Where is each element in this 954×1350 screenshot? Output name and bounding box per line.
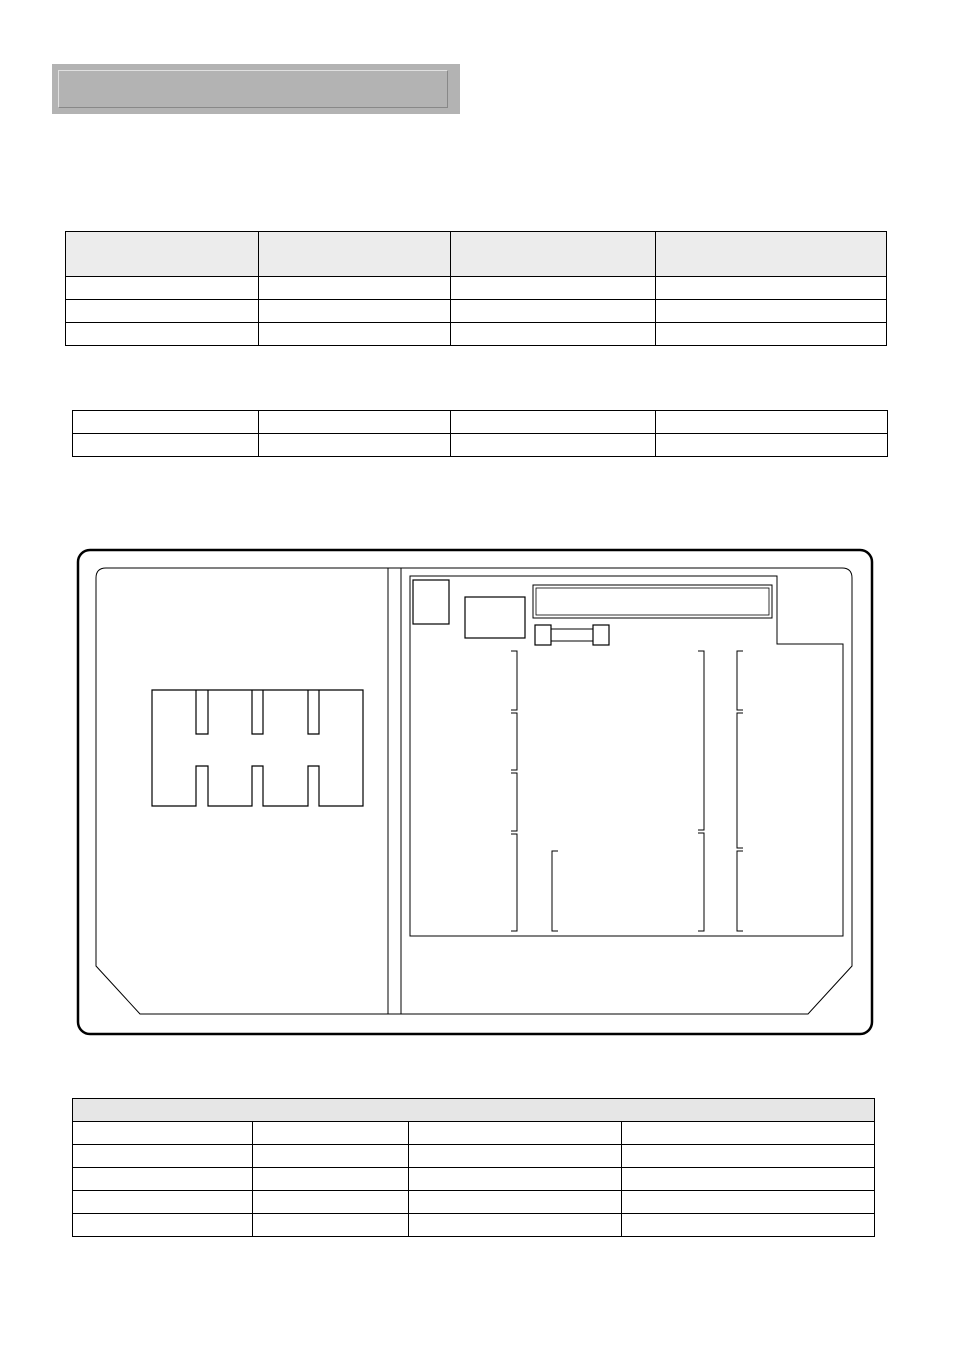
table-cell — [253, 1145, 409, 1168]
bracket — [737, 651, 743, 931]
table-cell — [409, 1168, 622, 1191]
top-table — [65, 231, 887, 346]
table-cell — [66, 277, 259, 300]
top-table-header-cell — [259, 232, 451, 277]
table-cell — [622, 1145, 875, 1168]
table-cell — [73, 1214, 253, 1237]
group-brackets — [511, 651, 743, 931]
table-cell — [253, 1122, 409, 1145]
board-component — [413, 580, 449, 624]
mid-table — [72, 410, 888, 457]
table-cell — [622, 1191, 875, 1214]
table-cell — [73, 434, 259, 457]
table-cell — [622, 1214, 875, 1237]
table-row — [73, 411, 888, 434]
screw-terminal-block — [152, 690, 363, 806]
table-cell — [451, 300, 656, 323]
table-cell — [259, 411, 451, 434]
fuse-cap — [535, 625, 551, 645]
label-strip — [533, 585, 772, 618]
bottom-table-title — [73, 1099, 875, 1122]
top-table-header-cell — [656, 232, 887, 277]
table-row — [73, 1168, 875, 1191]
top-table-header-row — [66, 232, 887, 277]
screw-terminal-notches — [196, 690, 319, 734]
table-cell — [73, 1168, 253, 1191]
fuse-cap — [593, 625, 609, 645]
table-cell — [73, 411, 259, 434]
terminal-board-diagram — [76, 548, 876, 1038]
table-cell — [409, 1122, 622, 1145]
table-cell — [253, 1168, 409, 1191]
table-cell — [451, 411, 656, 434]
table-cell — [259, 323, 451, 346]
table-cell — [259, 277, 451, 300]
table-cell — [253, 1214, 409, 1237]
table-cell — [451, 323, 656, 346]
board-component — [465, 597, 525, 638]
table-row — [73, 434, 888, 457]
table-row — [66, 277, 887, 300]
table-cell — [451, 434, 656, 457]
table-cell — [622, 1122, 875, 1145]
table-cell — [656, 300, 887, 323]
table-cell — [622, 1168, 875, 1191]
table-row — [73, 1214, 875, 1237]
table-row — [73, 1145, 875, 1168]
bracket — [552, 851, 558, 931]
table-cell — [409, 1214, 622, 1237]
table-row — [66, 323, 887, 346]
table-cell — [73, 1122, 253, 1145]
table-cell — [409, 1145, 622, 1168]
table-cell — [66, 323, 259, 346]
housing-outline — [78, 550, 872, 1034]
circuit-board-outline — [410, 576, 843, 936]
table-row — [66, 300, 887, 323]
top-table-header-cell — [66, 232, 259, 277]
table-cell — [409, 1191, 622, 1214]
bracket — [698, 651, 704, 931]
table-cell — [259, 300, 451, 323]
label-strip-inner — [536, 588, 769, 615]
section-header-bar — [52, 64, 460, 114]
bottom-table-title-row — [73, 1099, 875, 1122]
table-row — [73, 1191, 875, 1214]
table-cell — [73, 1191, 253, 1214]
top-table-header-cell — [451, 232, 656, 277]
table-cell — [253, 1191, 409, 1214]
table-cell — [66, 300, 259, 323]
bracket — [511, 651, 517, 931]
section-header-title — [58, 70, 448, 108]
table-row — [73, 1122, 875, 1145]
table-cell — [451, 277, 656, 300]
table-cell — [656, 411, 888, 434]
table-cell — [656, 277, 887, 300]
housing-inner-outline — [96, 568, 852, 1014]
bottom-table — [72, 1098, 875, 1237]
table-cell — [259, 434, 451, 457]
table-cell — [656, 434, 888, 457]
table-cell — [73, 1145, 253, 1168]
table-cell — [656, 323, 887, 346]
